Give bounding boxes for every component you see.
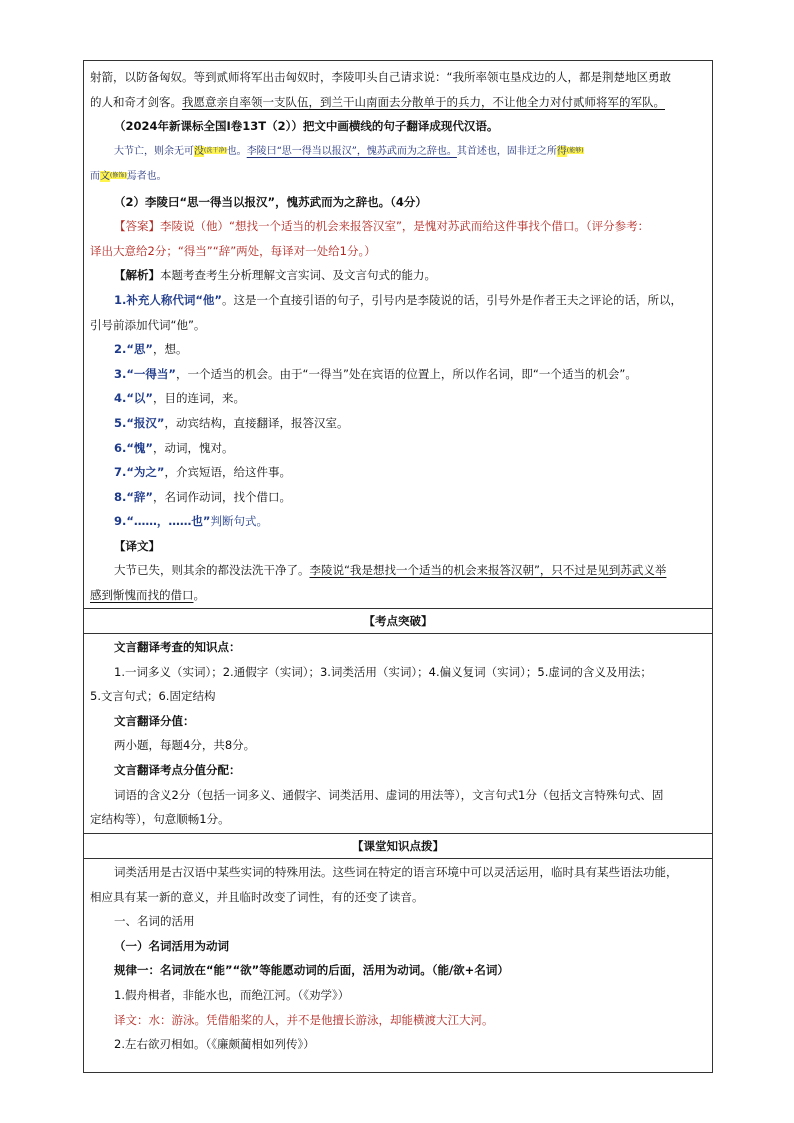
body-line: 词类活用是古汉语中某些实词的特殊用法。这些词在特定的语言环境中可以灵活运用，临时具有某些语法功能， [114, 865, 678, 879]
question-two: （2）李陵曰“思一得当以报汉”，愧苏武而为之辞也。（4分） [114, 194, 427, 209]
body-line: 1.一词多义（实词）；2.通假字（实词）；3.词类活用（实词）；4.偏义复词（实词）；5.虚词的含义及用法； [114, 664, 652, 679]
point-item: 引号前添加代词“他”。 [90, 317, 206, 332]
highlight-mark: 文 [100, 170, 110, 182]
analysis-line: 【解析】本题考查考生分析理解文言实词、及文言句式的能力。 [114, 268, 436, 283]
document-page [83, 60, 713, 1073]
analysis-label: 【解析】 [114, 268, 160, 283]
point-item: 5.“报汉”，动宾结构，直接翻译，报答汉室。 [114, 415, 349, 430]
point-item: 7.“为之”，介宾短语，给这件事。 [114, 465, 291, 480]
content-frame [83, 60, 713, 1073]
answer-line: 【答案】李陵说（他）“想找一个适当的机会来报答汉室”，是愧对苏武而给这件事找个借口。（评分参考： [114, 219, 650, 234]
subheading: 文言翻译考点分值分配： [114, 762, 241, 777]
subheading: 一、名词的活用 [114, 914, 195, 929]
body-line: 5.文言句式；6.固定结构 [90, 689, 216, 704]
handwritten-passage: 大节亡，则余无可没(洗干净)也。李陵曰“思一得当以报汉”，愧苏武而为之辞也。其首述也，固非迂之所得(能够) [114, 145, 584, 157]
point-item: 2.“思”，想。 [114, 342, 188, 357]
translation-label: 【译文】 [114, 538, 160, 553]
body-line: 词语的含义2分（包括一词多义、通假字、词类活用、虚词的用法等），文言句式1分（包括文言特殊句式、固 [114, 787, 664, 802]
example-translation: 译文：水：游泳。凭借船桨的人，并不是他擅长游泳，却能横渡大江大河。 [114, 1012, 494, 1027]
handwritten-passage: 而文(修饰)焉者也。 [90, 170, 167, 182]
subheading: 文言翻译分值： [114, 713, 195, 728]
point-item: 8.“辞”，名词作动词，找个借口。 [114, 489, 291, 504]
answer-label: 【答案】 [114, 219, 160, 234]
section-header-kaodian: 【考点突破】 [84, 609, 713, 634]
point-item: 6.“愧”，动词，愧对。 [114, 440, 234, 455]
section-header-ketang: 【课堂知识点拨】 [84, 834, 713, 859]
question-source: （2024年新课标全国Ⅰ卷13T（2））把文中画横线的句子翻译成现代汉语。 [114, 119, 499, 134]
body-line: 两小题，每题4分，共8分。 [114, 738, 256, 753]
kaodian-block [84, 634, 713, 834]
answer-block [84, 61, 713, 609]
passage-line: 的人和奇才剑客。我愿意亲自率领一支队伍，到兰干山南面去分散单于的兵力，不让他全力对付贰师将军的军队。 [90, 94, 665, 109]
translation-line: 感到惭愧而找的借口。 [90, 588, 205, 603]
rule-line: 规律一：名词放在“能”“欲”等能愿动词的后面，活用为动词。（能/欲+名词） [114, 963, 509, 978]
highlight-mark: 没 [194, 145, 204, 157]
point-item: 4.“以”，目的连词，来。 [114, 391, 245, 406]
highlight-mark: 得 [556, 145, 567, 157]
translation-line: 大节已失，则其余的都没法洗干净了。李陵说“我是想找一个适当的机会来报答汉朝”，只不过是见到苏武义举 [114, 563, 667, 578]
example-line: 1.假舟楫者，非能水也，而绝江河。（《劝学》） [114, 987, 350, 1002]
passage-line: 射箭，以防备匈奴。等到贰师将军出击匈奴时，李陵叩头自己请求说：“我所率领屯垦戍边的人，都是荆楚地区勇敢 [90, 70, 671, 84]
underlined-sentence: 我愿意亲自率领一支队伍，到兰干山南面去分散单于的兵力，不让他全力对付贰师将军的军队。 [182, 94, 665, 109]
body-line: 定结构等），句意顺畅1分。 [90, 812, 230, 827]
point-item: 3.“一得当”，一个适当的机会。由于“一得当”处在宾语的位置上，所以作名词，即“一个适当的机会”。 [114, 366, 637, 381]
subheading: （一）名词活用为动词 [114, 938, 229, 953]
point-item: 1.补充人称代词“他”。这是一个直接引语的句子，引号内是李陵说的话，引号外是作者王夫之评论的话，所以， [114, 292, 682, 307]
body-line: 相应具有某一新的意义，并且临时改变了词性，有的还变了读音。 [90, 889, 424, 904]
point-item: 9.“……，……也”判断句式。 [114, 514, 268, 529]
example-line: 2.左右欲刃相如。（《廉颇蔺相如列传》） [114, 1037, 315, 1052]
answer-line: 译出大意给2分；“得当”“辞”两处，每译对一处给1分。） [90, 243, 376, 258]
subheading: 文言翻译考查的知识点： [114, 640, 241, 654]
ketang-block [84, 859, 713, 1073]
